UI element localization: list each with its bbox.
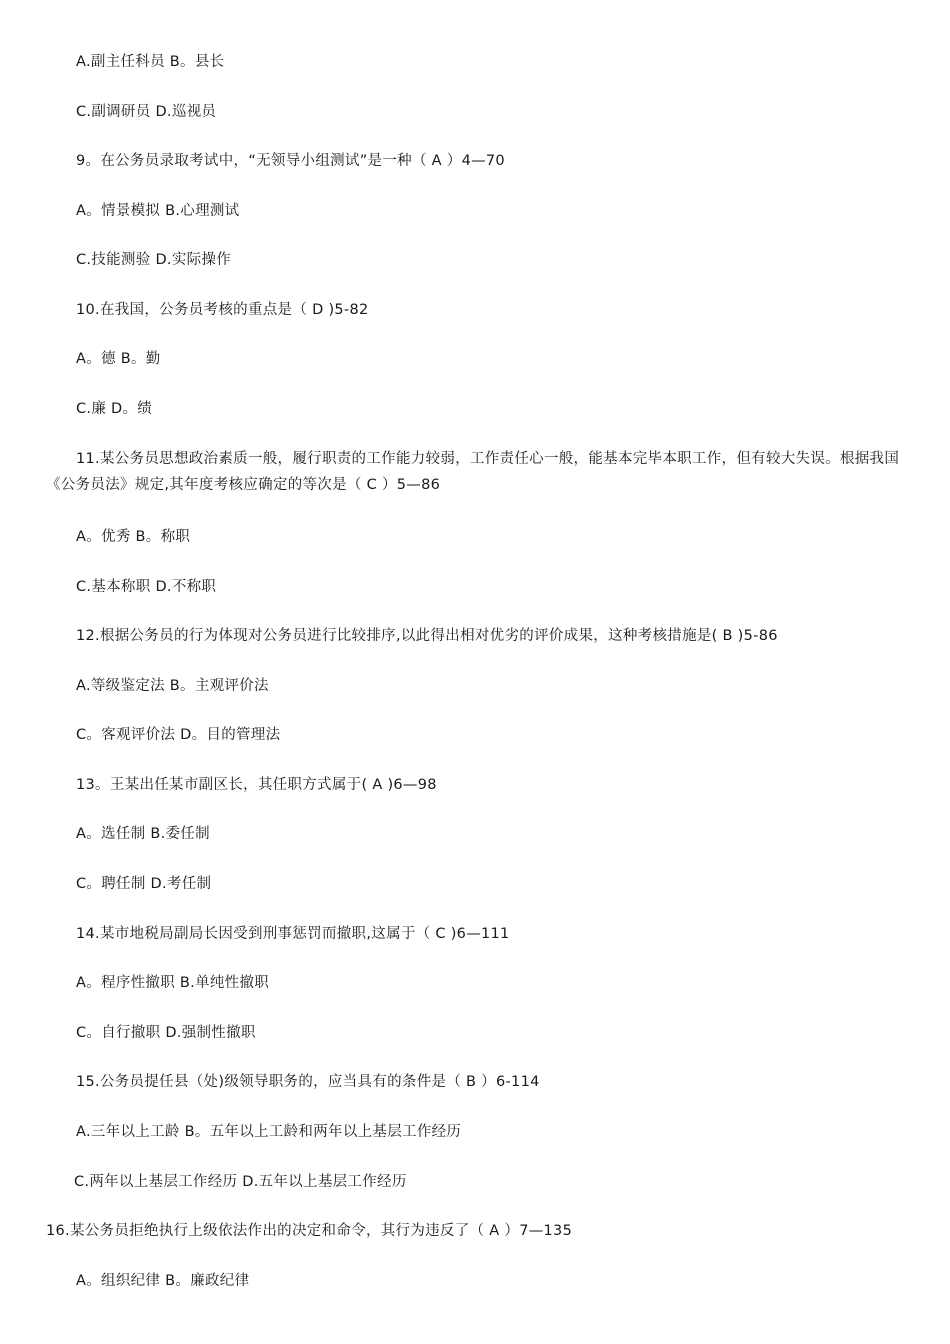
option-line: A。情景模拟 B.心理测试	[76, 203, 240, 219]
option-line: C。聘任制 D.考任制	[76, 876, 212, 892]
question-10: 10.在我国，公务员考核的重点是（ D )5-82	[76, 302, 369, 318]
option-line: A。优秀 B。称职	[76, 529, 191, 545]
option-line: A。德 B。勤	[76, 351, 161, 367]
option-line: A.等级鉴定法 B。主观评价法	[76, 678, 269, 694]
question-15: 15.公务员提任县（处)级领导职务的，应当具有的条件是（ B ）6-114	[76, 1074, 540, 1090]
option-line: C.基本称职 D.不称职	[76, 579, 217, 595]
option-line: A。选任制 B.委任制	[76, 826, 210, 842]
option-line: C.技能测验 D.实际操作	[76, 252, 232, 268]
option-line: A。程序性撤职 B.单纯性撤职	[76, 975, 270, 991]
question-11: 11.某公务员思想政治素质一般，履行职责的工作能力较弱，工作责任心一般，能基本完毕本职工作，但有较大失误。根据我国《公务员法》规定,其年度考核应确定的等次是（ C ）5—86	[46, 451, 900, 493]
option-line: C.廉 D。绩	[76, 401, 153, 417]
question-13: 13。王某出任某市副区长，其任职方式属于( A )6—98	[76, 777, 437, 793]
option-line: C。自行撤职 D.强制性撤职	[76, 1025, 256, 1041]
question-9: 9。在公务员录取考试中，“无领导小组测试”是一种（ A ）4—70	[76, 153, 505, 169]
question-16: 16.某公务员拒绝执行上级依法作出的决定和命令，其行为违反了（ A ）7—135	[46, 1223, 573, 1239]
option-line: A.三年以上工龄 B。五年以上工龄和两年以上基层工作经历	[76, 1124, 462, 1140]
option-line: A.副主任科员 B。县长	[76, 54, 225, 70]
question-12: 12.根据公务员的行为体现对公务员进行比较排序,以此得出相对优劣的评价成果，这种考核措施是( B )5-86	[76, 628, 778, 644]
option-line: C.两年以上基层工作经历 D.五年以上基层工作经历	[74, 1174, 407, 1190]
option-line: C。客观评价法 D。目的管理法	[76, 727, 281, 743]
option-line: A。组织纪律 B。廉政纪律	[76, 1273, 250, 1289]
question-14: 14.某市地税局副局长因受到刑事惩罚而撤职,这属于（ C )6—111	[76, 926, 510, 942]
option-line: C.副调研员 D.巡视员	[76, 104, 217, 120]
